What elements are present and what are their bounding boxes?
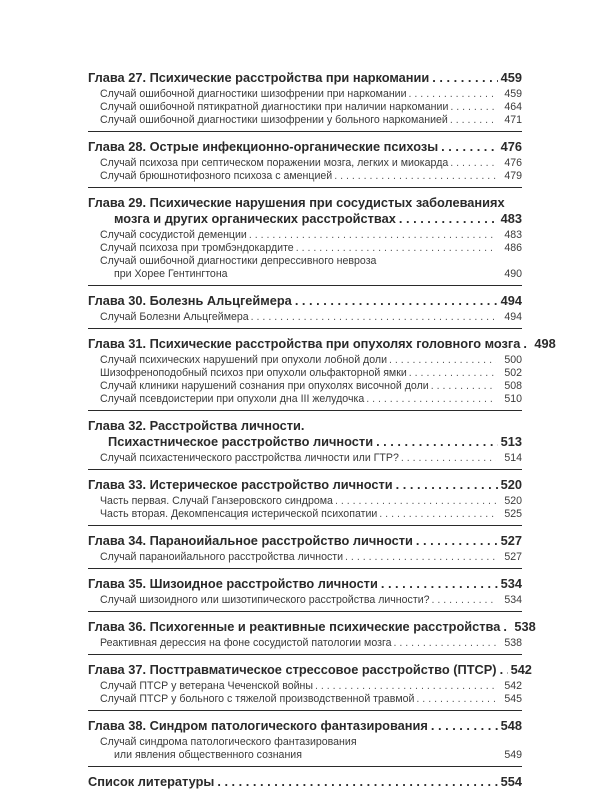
entry-list [88,493,522,521]
entry-list [88,352,522,406]
chapter-heading[interactable] [88,418,522,434]
toc-entry[interactable]: Случай ошибочной диагностики шизофрении при наркомании . . . 459 [100,88,522,101]
toc-entry[interactable]: Случай брюшнотифозного психоза с аменцией . . . 479 [100,170,522,183]
entry-list [88,309,522,324]
chapter-page: 534 [500,576,522,591]
chapter-29 [88,188,522,286]
chapter-title: Глава 36. Психогенные и реактивные психические расстройства [88,619,501,634]
toc-entry[interactable]: Случай психоза при септическом поражении мозга, легких и миокарда . . . 476 [100,157,522,170]
chapter-28 [88,132,522,188]
chapter-35 [88,569,522,612]
chapter-page: 527 [500,533,522,548]
toc-entry[interactable]: Случай клиники нарушений сознания при опухолях височной доли . . . 508 [100,380,522,393]
entry-list [88,227,522,281]
chapter-heading[interactable] [88,619,536,635]
chapter-page: 520 [500,477,522,492]
leader-dots [381,576,498,592]
toc-entry[interactable]: Случай сосудистой деменции . . . 483 [100,229,522,242]
chapter-heading[interactable] [88,662,532,678]
chapter-title-cont: Психастническое расстройство личности [108,434,374,449]
leader-dots [376,434,498,450]
toc-entry[interactable]: Случай ошибочной диагностики депрессивного невроза при Хорее Гентингтона 490 [100,255,522,280]
entry-list [88,592,522,607]
chapter-title: Глава 32. Расстройства личности. [88,418,305,433]
chapter-title: Глава 37. Посттравматическое стрессовое расстройство (ПТСР) [88,662,497,677]
entry-list [88,549,522,564]
chapter-heading-cont[interactable] [88,434,522,450]
toc-entry[interactable]: Случай психических нарушений при опухоли лобной доли . . . 500 [100,354,522,367]
chapter-heading[interactable] [88,195,522,211]
chapter-heading[interactable] [88,336,556,352]
chapter-title: Глава 38. Синдром патологического фантазирования [88,718,428,733]
toc-entry[interactable]: Часть первая. Случай Ганзеровского синдрома . . . 520 [100,495,522,508]
toc-entry[interactable]: Часть вторая. Декомпенсация истерической психопатии . . . 525 [100,508,522,521]
chapter-page: 476 [500,139,522,154]
chapter-page: 494 [500,293,522,308]
toc-entry[interactable]: Случай ошибочной пятикратной диагностики при наличии наркомании . . . 464 [100,101,522,114]
leader-dots [523,336,531,352]
leader-dots [503,619,511,635]
toc-entry[interactable]: Случай психастенического расстройства личности или ГТР? . . . 514 [100,452,522,465]
toc-entry[interactable]: Случай синдрома патологического фантазирования или явления общественного сознания 549 [100,736,522,761]
chapter-page: 513 [500,434,522,449]
chapter-page: 542 [510,662,532,677]
toc-entry[interactable]: Случай Болезни Альцгеймера . . . 494 [100,311,522,324]
entry-list [88,155,522,183]
chapter-heading[interactable] [88,293,522,309]
entry-list [88,635,522,650]
chapter-38 [88,711,522,767]
leader-dots [217,774,497,790]
leader-dots [432,70,497,86]
chapter-title-cont: мозга и других органических расстройствах [114,211,396,226]
toc-entry[interactable]: Случай параноийального расстройства личности . . . 527 [100,551,522,564]
chapter-34 [88,526,522,569]
leader-dots [399,211,498,227]
chapter-36 [88,612,536,655]
chapter-page: 538 [514,619,536,634]
toc-entry[interactable]: Случай шизоидного или шизотипического расстройства личности? . . . 534 [100,594,522,607]
entry-list [88,450,522,465]
leader-dots [416,533,498,549]
bibliography-heading[interactable] [88,774,522,790]
bibliography-page: 554 [500,774,522,789]
chapter-page: 548 [500,718,522,733]
chapter-page: 498 [534,336,556,351]
chapter-title: Глава 31. Психические расстройства при опухолях головного мозга [88,336,521,351]
toc-entry[interactable]: Случай псевдоистерии при опухоли дна III желудочка . . . 510 [100,393,522,406]
chapter-title: Глава 28. Острые инфекционно-органические психозы [88,139,439,154]
chapter-33 [88,470,522,526]
table-of-contents [88,70,556,790]
bibliography [88,767,522,790]
toc-entry[interactable]: Случай ошибочной диагностики шизофрении у больного наркоманией . . . 471 [100,114,522,127]
leader-dots [441,139,498,155]
chapter-heading[interactable] [88,70,522,86]
entry-list [88,678,522,706]
leader-dots [431,718,498,734]
chapter-heading-cont[interactable] [88,211,522,227]
chapter-title: Глава 34. Параноийальное расстройство личности [88,533,413,548]
chapter-heading[interactable] [88,477,522,493]
chapter-title: Глава 27. Психические расстройства при наркомании [88,70,430,85]
chapter-page: 459 [500,70,522,85]
entry-list [88,734,522,762]
chapter-heading[interactable] [88,139,522,155]
leader-dots [500,662,508,678]
toc-entry[interactable]: Случай ПТСР у больного с тяжелой производственной травмой . . . 545 [100,693,522,706]
chapter-30 [88,286,522,329]
chapter-27 [88,70,522,132]
toc-entry[interactable]: Реактивная дересcия на фоне сосудистой патологии мозга . . . 538 [100,637,522,650]
chapter-32 [88,411,522,470]
chapter-37 [88,655,532,711]
toc-entry[interactable]: Шизофреноподобный психоз при опухоли ольфакторной ямки . . . 502 [100,367,522,380]
chapter-heading[interactable] [88,533,522,549]
chapter-title: Глава 29. Психические нарушения при сосудистых заболеваниях [88,195,505,210]
chapter-title: Глава 35. Шизоидное расстройство личности [88,576,378,591]
entry-list [88,86,522,127]
chapter-page: 483 [500,211,522,226]
chapter-title: Глава 33. Истерическое расстройство личности [88,477,393,492]
toc-entry[interactable]: Случай ПТСР у ветерана Чеченской войны . . . 542 [100,680,522,693]
leader-dots [396,477,498,493]
chapter-title: Глава 30. Болезнь Альцгеймера [88,293,292,308]
leader-dots [295,293,498,309]
chapter-heading[interactable] [88,576,522,592]
chapter-31 [88,329,556,411]
chapter-heading[interactable] [88,718,522,734]
toc-entry[interactable]: Случай психоза при тромбэндокардите . . . 486 [100,242,522,255]
bibliography-title: Список литературы [88,774,215,789]
